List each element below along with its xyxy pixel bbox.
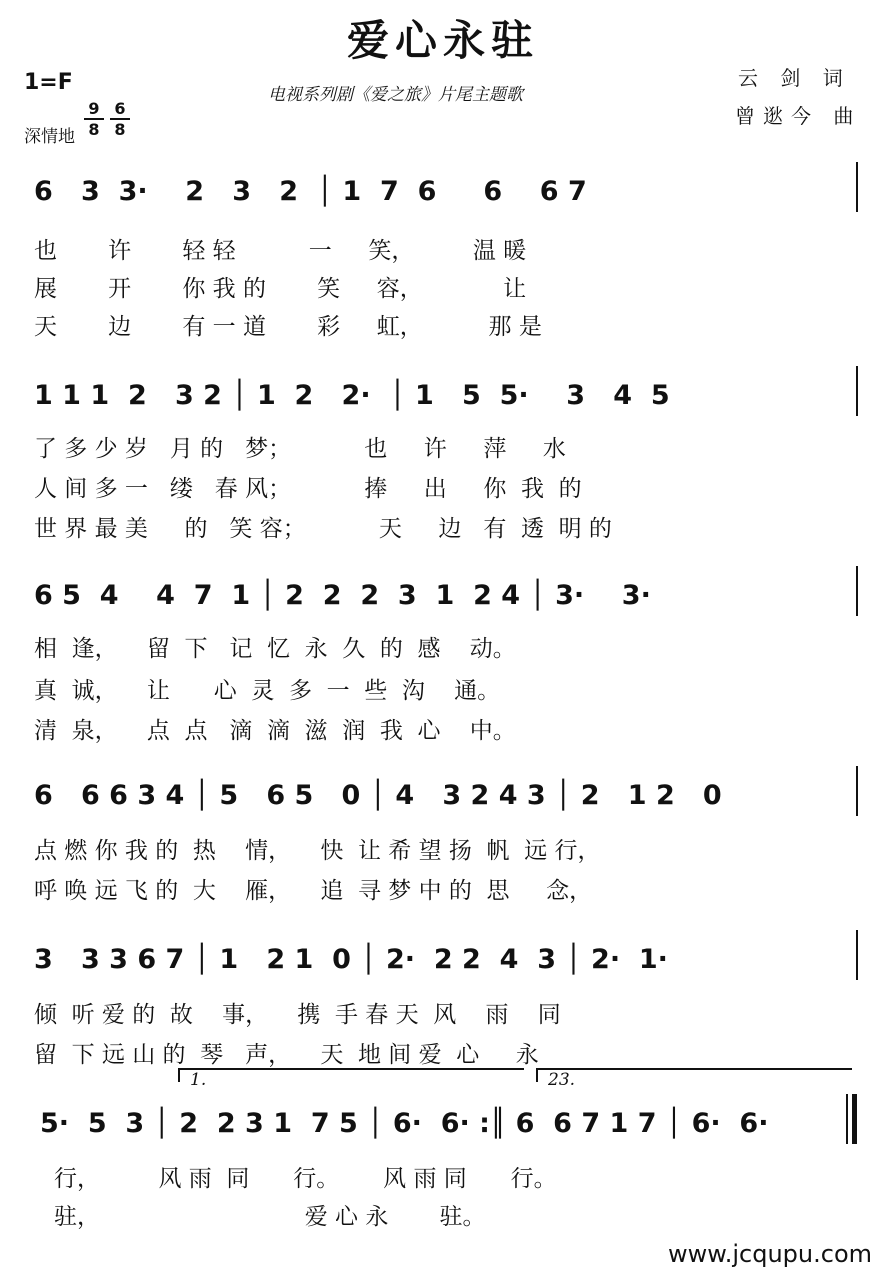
final-barline-thin — [846, 1094, 848, 1144]
key-signature: 1=F — [24, 70, 73, 95]
volta-label-2: 23. — [548, 1070, 576, 1090]
barline — [856, 162, 858, 212]
volta-bracket-1-edge — [178, 1068, 180, 1082]
lyric-line-5-verse-1: 倾 听 爱 的 故 事， 携 手 春 天 风 雨 同 — [34, 1002, 561, 1028]
lyric-line-1-verse-2: 展 开 你 我 的 笑 容， 让 — [34, 276, 527, 302]
lyric-line-1-verse-1: 也 许 轻 轻 一 笑， 温 暖 — [34, 238, 527, 264]
lyric-line-1-verse-3: 天 边 有 一 道 彩 虹， 那 是 — [34, 314, 542, 340]
tempo-marking: 深情地 — [24, 127, 75, 147]
lyric-line-2-verse-3: 世 界 最 美 的 笑 容； 天 边 有 透 明 的 — [34, 516, 612, 542]
lyric-line-3-verse-2: 真 诚， 让 心 灵 多 一 些 沟 通。 — [34, 678, 501, 704]
volta-bracket-1 — [178, 1068, 524, 1070]
notation-line-5: 3 3 3 6 7 │ 1 2 1 0 │ 2· 2 2 4 3 │ 2· 1· — [34, 944, 668, 975]
notation-line-4: 6 6 6 3 4 │ 5 6 5 0 │ 4 3 2 4 3 │ 2 1 2 0 — [34, 780, 722, 811]
notation-line-3: 6 5 4 4 7 1 │ 2 2 2 3 1 2 4 │ 3· 3· — [34, 580, 651, 611]
barline — [856, 930, 858, 980]
lyric-line-6-verse-1: 行， 风 雨 同 行。 风 雨 同 行。 — [54, 1166, 557, 1192]
song-title: 爱心永驻 — [346, 16, 539, 65]
lyric-line-6-verse-2: 驻， 爱 心 永 驻。 — [54, 1204, 486, 1230]
lyric-line-3-verse-3: 清 泉， 点 点 滴 滴 滋 润 我 心 中。 — [34, 718, 516, 744]
lyric-line-4-verse-1: 点 燃 你 我 的 热 情， 快 让 希 望 扬 帆 远 行， — [34, 838, 601, 864]
barline — [856, 766, 858, 816]
barline — [856, 366, 858, 416]
time-signature-9-8: 9 8 — [84, 66, 104, 155]
notation-line-2: 1 1 1 2 3 2 │ 1 2 2· │ 1 5 5· 3 4 5 — [34, 380, 670, 411]
lyric-line-2-verse-2: 人 间 多 一 缕 春 风； 捧 出 你 我 的 — [34, 476, 582, 502]
song-subtitle: 电视系列剧《爱之旅》片尾主题歌 — [268, 85, 523, 105]
volta-bracket-2-edge — [536, 1068, 538, 1082]
lyricist-credit: 云 剑 词 — [738, 66, 851, 90]
notation-line-1: 6 3 3· 2 3 2 │ 1 7 6 6 6 7 — [34, 176, 587, 207]
volta-label-1: 1. — [190, 1070, 207, 1090]
time-signature-6-8: 6 8 — [110, 66, 130, 155]
lyric-line-4-verse-2: 呼 唤 远 飞 的 大 雁， 追 寻 梦 中 的 思 念， — [34, 878, 593, 904]
lyric-line-2-verse-1: 了 多 少 岁 月 的 梦； 也 许 萍 水 — [34, 436, 566, 462]
lyric-line-5-verse-2: 留 下 远 山 的 琴 声， 天 地 间 爱 心 永 — [34, 1042, 539, 1068]
composer-credit: 曾逖今 曲 — [735, 104, 862, 128]
final-barline-thick — [852, 1094, 857, 1144]
site-watermark: www.jcqupu.com — [668, 1240, 872, 1268]
lyric-line-3-verse-1: 相 逢， 留 下 记 忆 永 久 的 感 动。 — [34, 636, 516, 662]
volta-bracket-2 — [536, 1068, 852, 1070]
barline — [856, 566, 858, 616]
notation-line-6: 5· 5 3 │ 2 2 3 1 7 5 │ 6· 6· :║ 6 6 7 1 7 │ 6· 6· — [40, 1108, 769, 1139]
